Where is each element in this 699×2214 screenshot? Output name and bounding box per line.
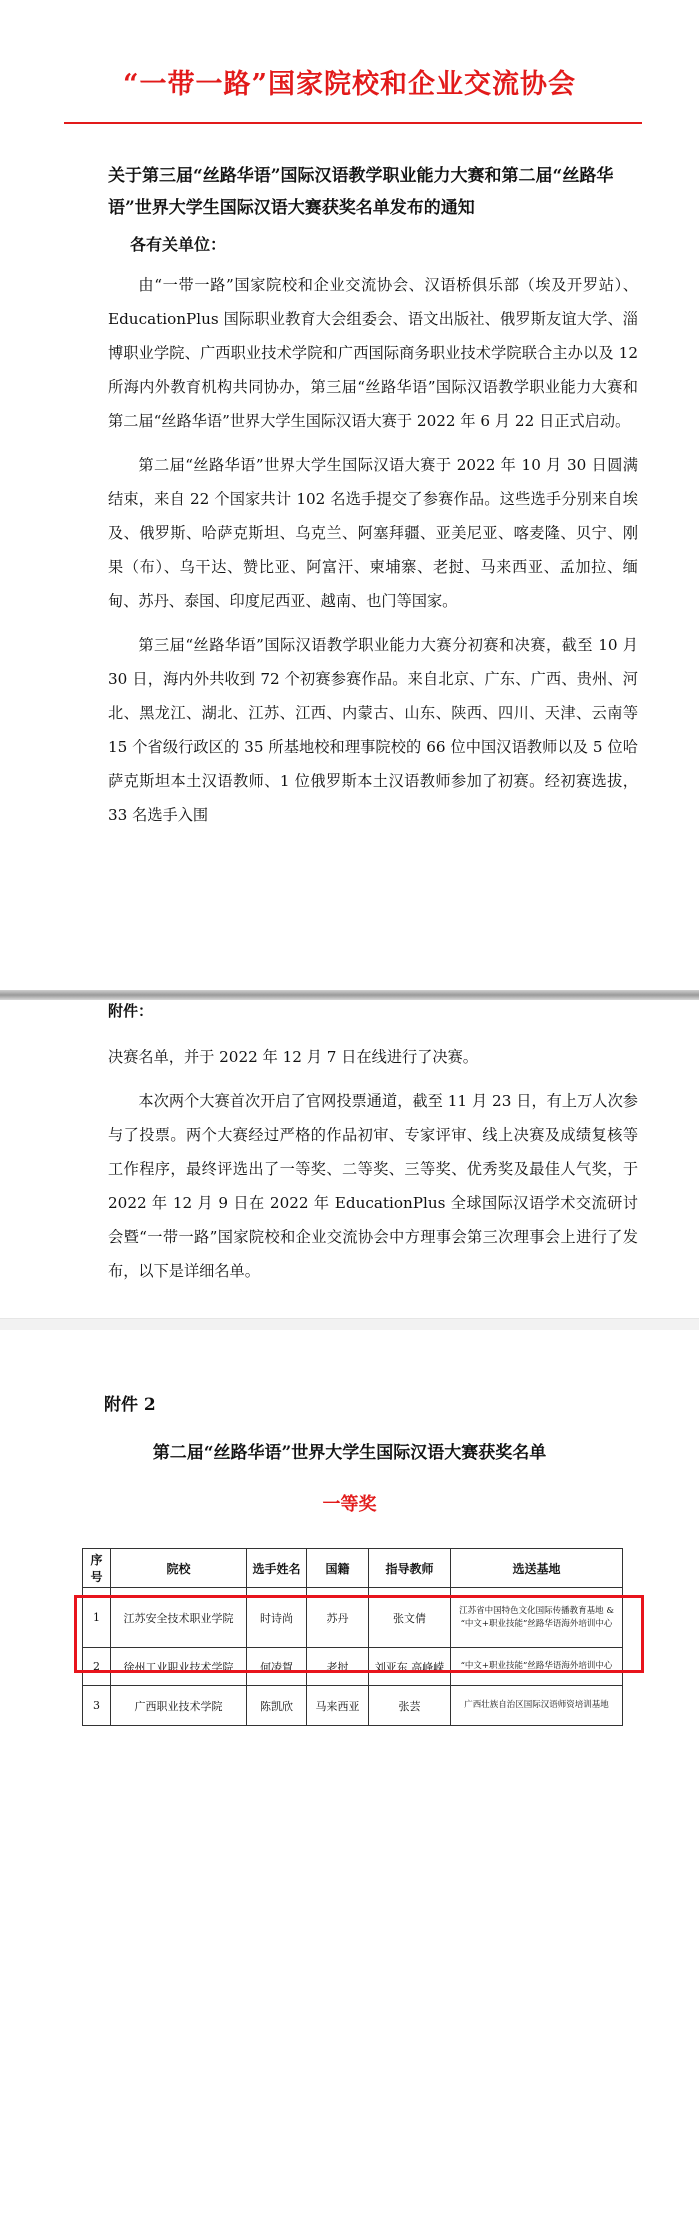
table-header-row [83,1549,623,1588]
col-header-contestant: 选手姓名 [247,1549,307,1588]
document-page-1 [0,0,699,990]
org-header-title: “一带一路”国家院校和企业交流协会 [122,69,577,100]
notice-body [108,268,638,842]
header-red-rule [64,122,642,124]
cell-teacher: 张文倩 [369,1588,451,1648]
cell-index: 2 [83,1648,111,1686]
cell-school: 江苏安全技术职业学院 [111,1588,247,1648]
cell-base: 广西壮族自治区国际汉语师资培训基地 [451,1686,623,1726]
cell-school: 徐州工业职业技术学院 [111,1648,247,1686]
salutation: 各有关单位： [130,235,227,254]
attachments-label: 附件： [108,1002,154,1020]
cell-nationality: 苏丹 [307,1588,369,1648]
cell-nationality: 老挝 [307,1648,369,1686]
highlight-annotation-box [74,1595,644,1673]
paragraph: 由“一带一路”国家院校和企业交流协会、汉语桥俱乐部（埃及开罗站）、EducationPlus 国际职业教育大会组委会、语文出版社、俄罗斯友谊大学、淄博职业学院、广西职业技术学院和广西国际商务职业技术学院联合主办以及 12 所海内外教育机构共同协办，第三届“丝路华语”国际汉语教学职业能力大赛和第二届“丝路华语”世界大学生国际汉语大赛于 2022 年 6 月 22 日正式启动。 [108,276,638,430]
cell-contestant: 时诗尚 [247,1588,307,1648]
cell-school: 广西职业技术学院 [111,1686,247,1726]
prize-level-heading: 一等奖 [322,1494,377,1515]
col-header-base: 选送基地 [451,1549,623,1588]
award-list-title: 第二届“丝路华语”世界大学生国际汉语大赛获奖名单 [152,1443,547,1463]
paragraph: 决赛名单，并于 2022 年 12 月 7 日在线进行了决赛。 [108,1048,478,1066]
col-header-nationality: 国籍 [307,1549,369,1588]
cell-teacher: 刘亚东 高峰嵘 [369,1648,451,1686]
attachment-2-label: 附件 2 [104,1395,156,1415]
page-separator [0,990,699,1000]
page-2-extras [0,1000,699,1318]
cell-index: 3 [83,1686,111,1726]
paragraph: 第三届“丝路华语”国际汉语教学职业能力大赛分初赛和决赛，截至 10 月 30 日，海内外共收到 72 个初赛参赛作品。来自北京、广东、广西、贵州、河北、黑龙江、湖北、江苏、江西、内蒙古、山东、陕西、四川、天津、云南等 15 个省级行政区的 35 所基地校和理事院校的 66 位中国汉语教师以及 5 位哈萨克斯坦本土汉语教师、1 位俄罗斯本土汉语教师参加了初赛。经初赛选拔，33 名选手入围 [108,636,638,824]
cell-base: “中文+职业技能”丝路华语海外培训中心 [451,1648,623,1686]
col-header-index: 序号 [83,1549,111,1588]
cell-contestant: 何凌賀 [247,1648,307,1686]
document-page-3 [0,1330,699,2214]
col-header-school: 院校 [111,1549,247,1588]
cell-contestant: 陈凯欣 [247,1686,307,1726]
paragraph: 本次两个大赛首次开启了官网投票通道，截至 11 月 23 日，有上万人次参与了投票。两个大赛经过严格的作品初审、专家评审、线上决赛及成绩复核等工作程序，最终评选出了一等奖、二等奖、三等奖、优秀奖及最佳人气奖，于 2022 年 12 月 9 日在 2022 年 EducationPlus 全球国际汉语学术交流研讨会暨“一带一路”国家院校和企业交流协会中方理事会第三次理事会上进行了发布，以下是详细名单。 [108,1092,638,1280]
cell-index: 1 [83,1588,111,1648]
table-row [83,1686,623,1726]
cell-teacher: 张芸 [369,1686,451,1726]
cell-nationality: 马来西亚 [307,1686,369,1726]
notice-title: 关于第三届“丝路华语”国际汉语教学职业能力大赛和第二届“丝路华语”世界大学生国际汉语大赛获奖名单发布的通知 [108,166,614,218]
paragraph: 第二届“丝路华语”世界大学生国际汉语大赛于 2022 年 10 月 30 日圆满结束，来自 22 个国家共计 102 名选手提交了参赛作品。这些选手分别来自埃及、俄罗斯、哈萨克斯坦、乌克兰、阿塞拜疆、亚美尼亚、喀麦隆、贝宁、刚果（布）、乌干达、赞比亚、阿富汗、柬埔寨、老挝、马来西亚、孟加拉、缅甸、苏丹、泰国、印度尼西亚、越南、也门等国家。 [108,456,638,610]
cell-base: 江苏省中国特色文化国际传播教育基地 & “中文+职业技能”丝路华语海外培训中心 [451,1588,623,1648]
col-header-teacher: 指导教师 [369,1549,451,1588]
